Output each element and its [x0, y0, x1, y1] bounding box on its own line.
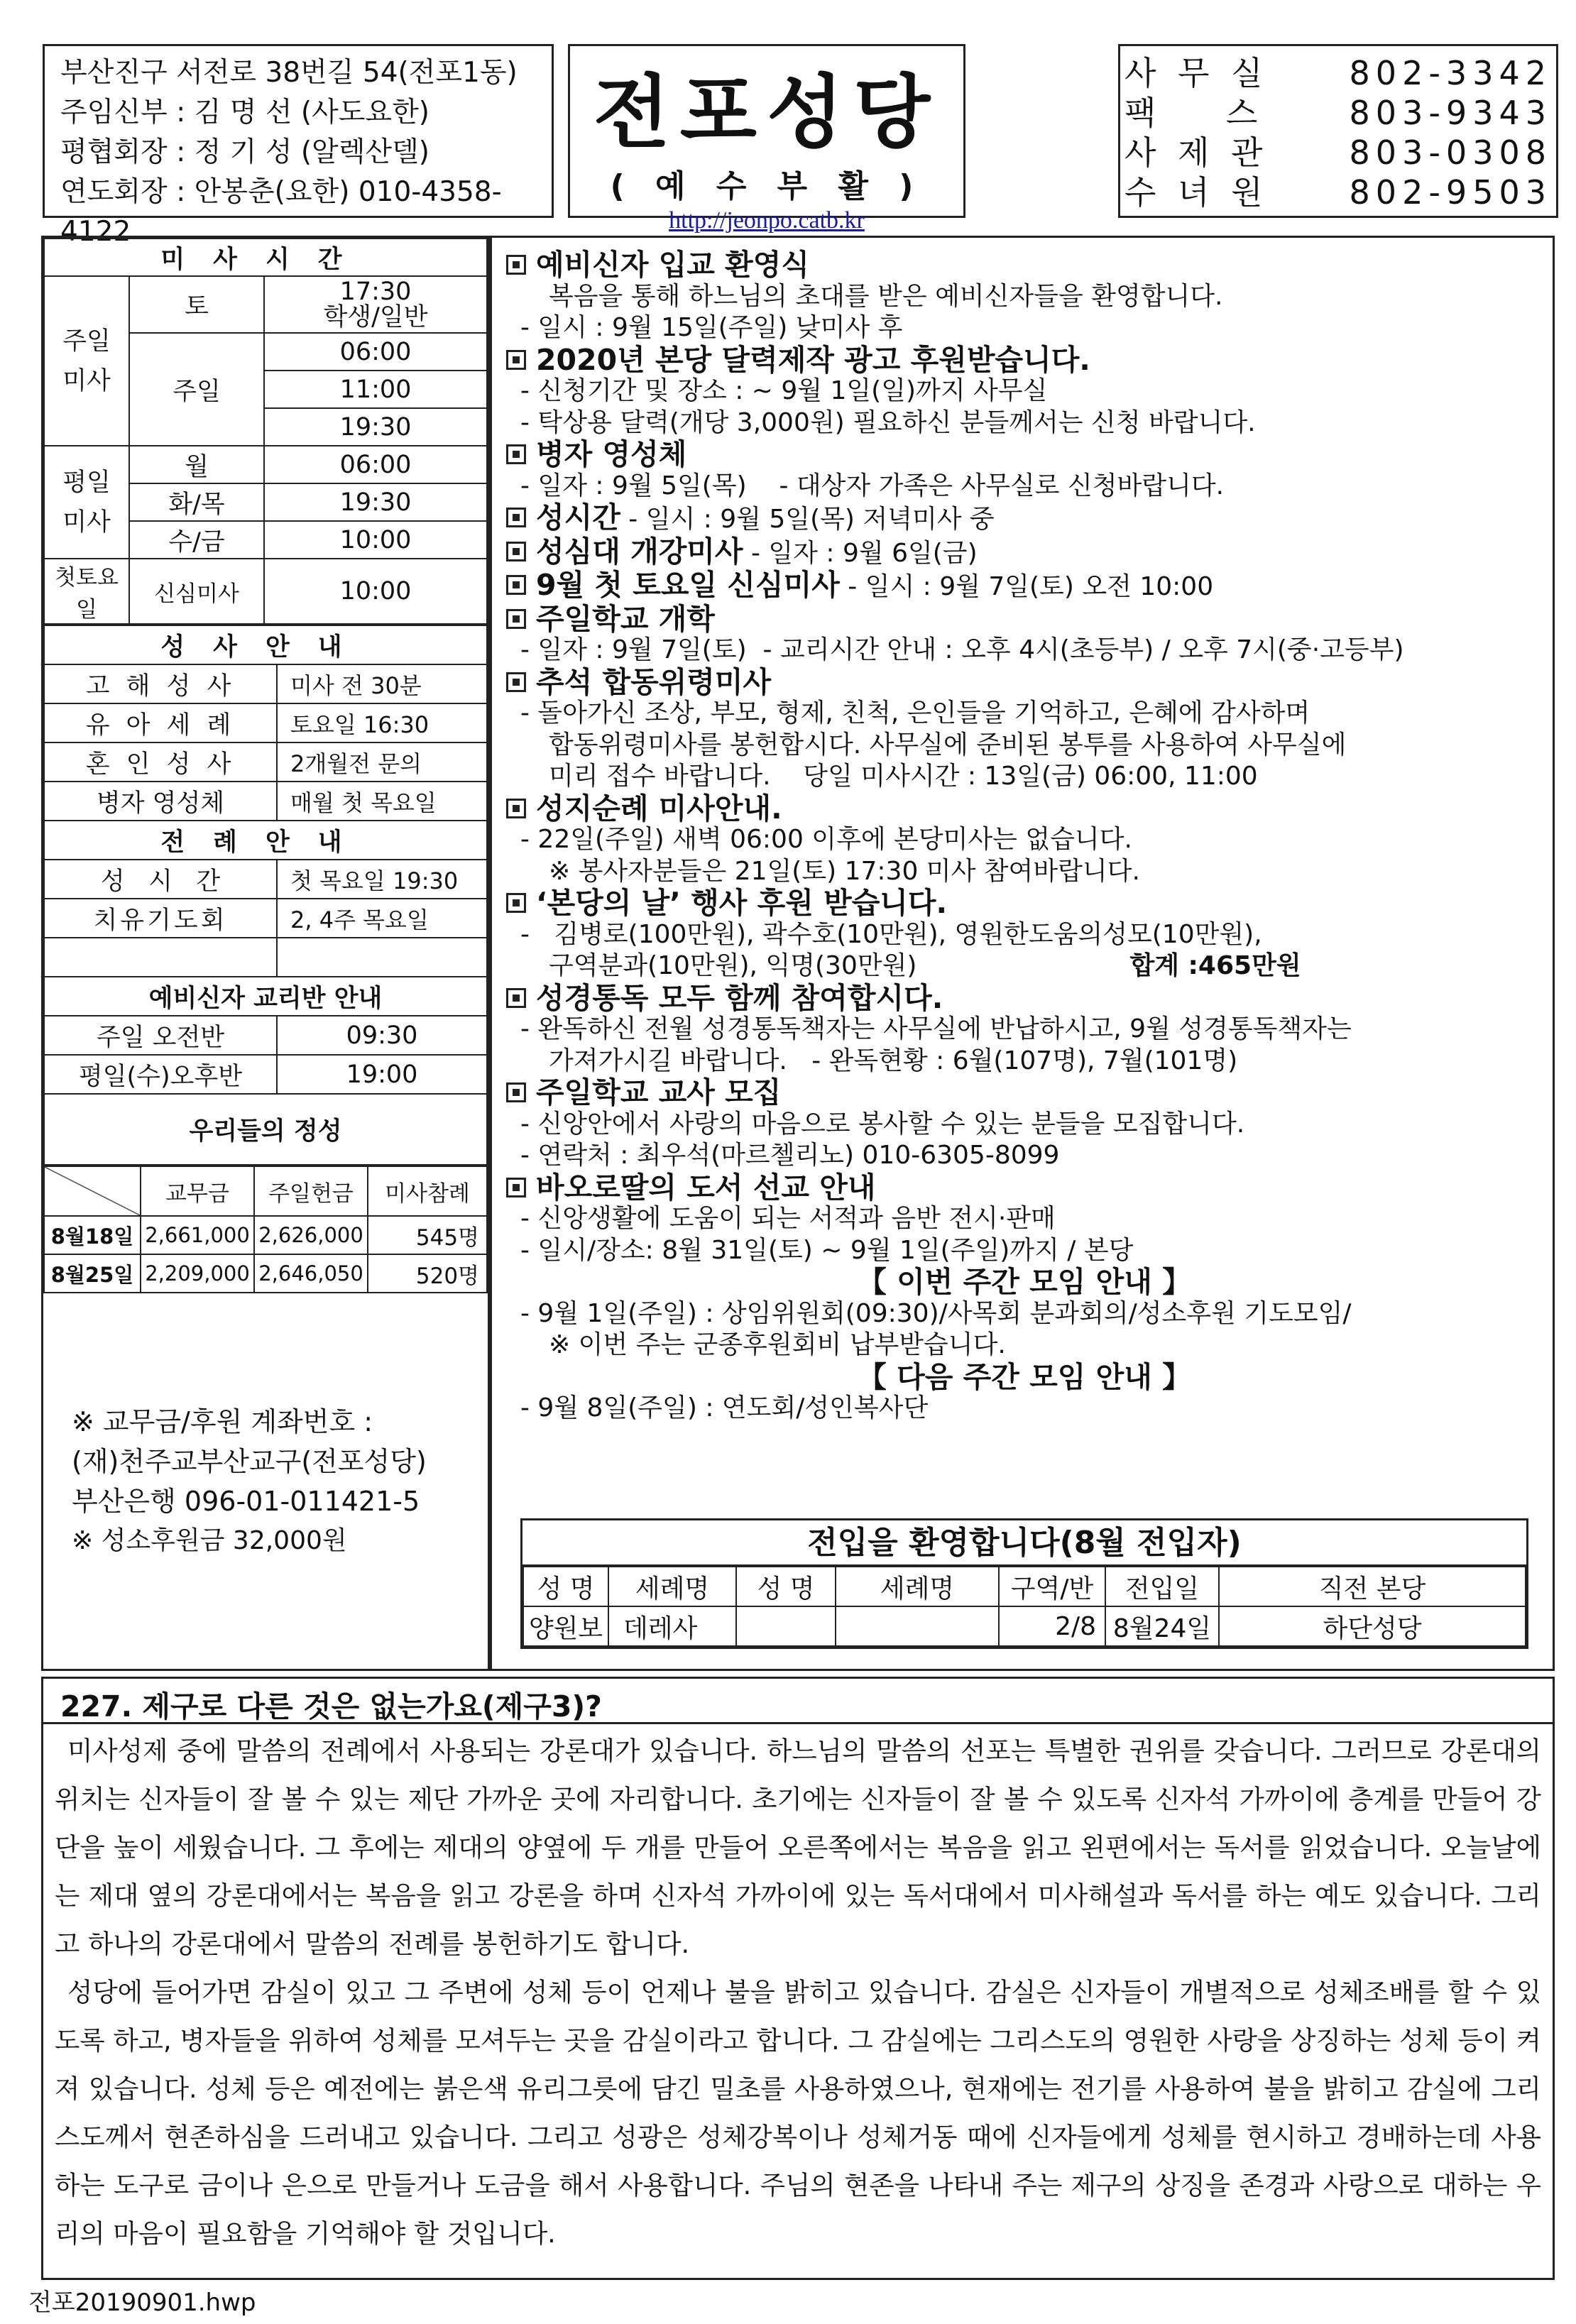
contact-label: 사 제 관	[1124, 133, 1269, 172]
parish-info-box	[43, 44, 554, 248]
offerings-date: 8월18일	[44, 1216, 141, 1254]
catechism-class: 평일(수)오후반	[44, 1055, 277, 1094]
news-line: - 연락처 : 최우석(마르첼리노) 010-6305-8099	[520, 1141, 1060, 1170]
contact-label: 수 녀 원	[1124, 173, 1269, 212]
requiem-president-line: 연도회장 : 안봉춘(요한) 010-4358-4122	[60, 176, 502, 248]
sacrament-name: 유 아 세 례	[44, 703, 277, 742]
newcomers-header: 성 명	[736, 1567, 836, 1606]
account-line: ※ 교무금/후원 계좌번호 :	[72, 1406, 373, 1437]
weekday-day: 월	[129, 446, 264, 483]
news-title: 주일학교 교사 모집	[536, 1075, 782, 1109]
sunday-time: 11:00	[264, 371, 487, 408]
offerings-header: 주일헌금	[254, 1166, 368, 1216]
news-line: - 일자 : 9월 5일(목) - 대상자 가족은 사무실로 신청바랍니다.	[520, 471, 1225, 500]
first-saturday-note: 신심미사	[129, 559, 264, 624]
news-title: 성심대 개강미사	[536, 534, 743, 569]
checkbox-square-icon	[506, 1082, 526, 1102]
news-line: - 돌아가신 조상, 부모, 형제, 친척, 은인들을 기억하고, 은혜에 감사하며	[520, 698, 1310, 728]
file-name: 전포20190901.hwp	[28, 2289, 256, 2317]
next-week-meetings-title: 【 다음 주간 모임 안내 】	[857, 1359, 1192, 1394]
liturgy-name	[44, 938, 277, 977]
offerings-title: 우리들의 정성	[44, 1094, 487, 1165]
newcomers-header: 구역/반	[999, 1567, 1105, 1606]
news-heading	[506, 793, 1543, 825]
pastor-line: 주임신부 : 김 명 선 (사도요한)	[60, 97, 429, 128]
checkbox-square-icon	[506, 575, 526, 595]
news-line: ※ 봉사자분들은 21일(토) 17:30 미사 참여바랍니다.	[549, 856, 1140, 886]
article-paragraph: 성당에 들어가면 감실이 있고 그 주변에 성체 등이 언제나 불을 밝히고 있습니다. 감실은 신자들이 개별적으로 성체조배를 할 수 있도록 하고, 병자들을 위하여 성체를 모셔두는 곳을 감실이라고 합니다. 그 감실에는 그리스도의 영원한 사랑을 상징하는 성체 등이 켜져 있습니다. 성체 등은 예전에는 붉은색 유리그릇에 담긴 밀초를 사용하였으나, 현재에는 전기를 사용하여 불을 밝히고 감실에 그리스도께서 현존하심을 드러내고 있습니다. 그리고 성광은 성체강복이나 성체거동 때에 신자들에게 성체를 현시하고 경배하는데 사용하는 도구로 금이나 은으로 만들거나 도금을 해서 사용합니다. 주님의 현존을 나타내 주는 제구의 상징을 존경과 사랑으로 대하는 우리의 마음이 필요함을 기억해야 할 것입니다.	[55, 1977, 1541, 2249]
news-heading	[506, 603, 1543, 635]
news-line: - 일시 : 9월 15일(주일) 낮미사 후	[520, 313, 903, 342]
news-column	[490, 236, 1555, 1671]
parish-title: 전포성당	[593, 66, 941, 159]
newcomers-cell: 데레사	[608, 1606, 736, 1646]
contact-number: 803-0308	[1349, 133, 1552, 172]
first-saturday-label: 첫토요일	[44, 559, 129, 624]
liturgy-info	[277, 938, 487, 977]
catechism-time: 09:30	[277, 1016, 487, 1055]
contact-number: 803-9343	[1349, 94, 1552, 132]
news-title: 2020년 본당 달력제작 광고 후원받습니다.	[536, 342, 1090, 377]
masthead	[568, 44, 965, 234]
contact-number: 802-9503	[1349, 173, 1552, 212]
sacrament-info: 매월 첫 목요일	[277, 782, 487, 821]
newcomers-table	[520, 1518, 1528, 1649]
account-info	[72, 1402, 427, 1561]
checkbox-square-icon	[506, 508, 526, 527]
parish-website-link[interactable]: http://jeonpo.catb.kr	[669, 207, 865, 234]
sacrament-name: 병자 영성체	[44, 782, 277, 821]
offerings-header: 미사참례	[368, 1166, 487, 1216]
catechism-title: 예비신자 교리반 안내	[44, 977, 487, 1016]
news-heading	[506, 439, 1543, 471]
offerings-table	[43, 1166, 488, 1293]
offerings-value: 2,626,000	[254, 1216, 368, 1254]
checkbox-square-icon	[506, 255, 526, 275]
offerings-corner-cell	[44, 1166, 141, 1216]
weekday-time: 10:00	[264, 521, 487, 559]
checkbox-square-icon	[506, 1178, 526, 1197]
news-line: - 신청기간 및 장소 : ~ 9월 1일(일)까지 사무실	[520, 376, 1048, 405]
article-paragraph: 미사성제 중에 말씀의 전례에서 사용되는 강론대가 있습니다. 하느님의 말씀의 선포는 특별한 권위를 갖습니다. 그러므로 강론대의 위치는 신자들이 잘 볼 수 있는 제단 가까운 곳에 자리합니다. 초기에는 신자들이 잘 볼 수 있도록 신자석 가까이에 층계를 만들어 강단을 높이 세웠습니다. 그 후에는 제대의 양옆에 두 개를 만들어 오른쪽에서는 복음을 읽고 왼편에서는 독서를 읽었습니다. 오늘날에는 제대 옆의 강론대에서는 복음을 읽고 강론을 하며 신자석 가까이에 있는 독서대에서 미사해설과 독서를 하는 예도 있습니다. 그리고 하나의 강론대에서 말씀의 전례를 봉헌하기도 합니다.	[55, 1736, 1541, 1959]
news-title: 예비신자 입교 환영식	[536, 248, 810, 282]
contact-row	[1124, 172, 1552, 212]
contact-row	[1124, 133, 1552, 172]
news-title: 성시간	[536, 500, 620, 535]
offerings-date: 8월25일	[44, 1254, 141, 1293]
sunday-mass-label: 주일 미사	[44, 276, 129, 446]
newcomers-cell	[736, 1606, 836, 1646]
news-line: - 일시/장소: 8월 31일(토) ~ 9월 1일(주일)까지 / 본당	[520, 1235, 1134, 1265]
mass-schedule-title: 미사시간	[44, 239, 487, 276]
news-heading	[506, 1172, 1543, 1204]
news-line: ※ 이번 주는 군종후원회비 납부받습니다.	[549, 1330, 1006, 1359]
saturday-time: 17:30	[339, 278, 412, 306]
council-president-line: 평협회장 : 정 기 성 (알렉산델)	[60, 136, 429, 168]
news-title: 병자 영성체	[536, 437, 687, 471]
news-inline: - 일시 : 9월 7일(토) 오전 10:00	[839, 572, 1214, 601]
news-heading	[506, 982, 1543, 1014]
saturday-mass	[264, 276, 487, 333]
news-title: 추석 합동위령미사	[536, 664, 772, 699]
offerings-header: 교무금	[141, 1166, 254, 1216]
news-line: - 9월 1일(주일) : 상임위원회(09:30)/사목회 분과회의/성소후원 기도모임/	[520, 1298, 1352, 1328]
catechism-time: 19:00	[277, 1055, 487, 1094]
news-heading	[506, 249, 1543, 281]
catechesis-article	[41, 1677, 1555, 2280]
newcomers-cell: 2/8	[999, 1606, 1105, 1646]
offerings-value: 2,209,000	[141, 1254, 254, 1293]
news-line: - 일자 : 9월 7일(토) - 교리시간 안내 : 오후 4시(초등부) / 오후 7시(중·고등부)	[520, 635, 1404, 664]
this-week-meetings-title: 【 이번 주간 모임 안내 】	[857, 1265, 1192, 1299]
checkbox-square-icon	[506, 444, 526, 464]
account-line: (재)천주교부산교구(전포성당)	[72, 1446, 427, 1477]
offerings-value: 2,646,050	[254, 1254, 368, 1293]
saturday-note: 학생/일반	[323, 303, 428, 331]
news-line: - 완독하신 전월 성경통독책자는 사무실에 반납하시고, 9월 성경통독책자는	[520, 1014, 1352, 1043]
weekday-mass-label: 평일 미사	[44, 446, 129, 559]
sunday-time: 19:30	[264, 408, 487, 446]
news-line: - 김병로(100만원), 곽수호(10만원), 영원한도움의성모(10만원),	[520, 919, 1262, 949]
newcomers-cell: 양원보	[523, 1606, 608, 1646]
news-title: ‘본당의 날’ 행사 후원 받습니다.	[536, 886, 948, 920]
news-list	[506, 249, 1543, 1425]
newcomers-cell: 하단성당	[1219, 1606, 1526, 1646]
news-inline: - 일시 : 9월 5일(목) 저녁미사 중	[620, 505, 995, 534]
first-saturday-time: 10:00	[264, 559, 487, 624]
offerings-value: 520명	[368, 1254, 487, 1293]
news-title: 성지순례 미사안내.	[536, 791, 782, 826]
sacrament-info: 미사 전 30분	[277, 664, 487, 703]
news-line: - 신앙안에서 사랑의 마음으로 봉사할 수 있는 분들을 모집합니다.	[520, 1109, 1245, 1139]
contact-number: 802-3342	[1349, 54, 1552, 92]
checkbox-square-icon	[506, 799, 526, 818]
contact-box	[1118, 44, 1558, 218]
newcomers-header: 세례명	[608, 1567, 736, 1606]
catechism-class: 주일 오전반	[44, 1016, 277, 1055]
newcomers-header: 전입일	[1105, 1567, 1219, 1606]
newcomers-header: 성 명	[523, 1567, 608, 1606]
weekday-time: 19:30	[264, 483, 487, 521]
news-heading	[506, 536, 1543, 570]
news-heading	[506, 344, 1543, 376]
checkbox-square-icon	[506, 672, 526, 692]
vocation-support-line: ※ 성소후원금 32,000원	[72, 1526, 347, 1555]
left-column	[41, 236, 490, 1671]
weekday-day: 화/목	[129, 483, 264, 521]
newcomers-cell: 8월24일	[1105, 1606, 1219, 1646]
contact-row	[1124, 93, 1552, 133]
weekday-day: 수/금	[129, 521, 264, 559]
news-title: 성경통독 모두 함께 참여합시다.	[536, 980, 943, 1015]
news-line: 합동위령미사를 봉헌합시다. 사무실에 준비된 봉투를 사용하여 사무실에	[549, 730, 1347, 760]
article-body	[43, 1724, 1553, 2261]
news-heading	[506, 1077, 1543, 1109]
news-title: 9월 첫 토요일 신심미사	[536, 568, 840, 602]
news-line: 가져가시길 바랍니다. - 완독현황 : 6월(107명), 7월(101명)	[549, 1046, 1238, 1075]
donation-total: 합계 :465만원	[1129, 951, 1301, 980]
contact-label: 팩 스	[1124, 94, 1264, 132]
news-heading	[506, 502, 1543, 536]
news-title: 주일학교 개학	[536, 601, 715, 636]
news-inline: - 일자 : 9월 6일(금)	[743, 538, 978, 568]
newcomers-header: 세례명	[836, 1567, 999, 1606]
account-line: 부산은행 096-01-011421-5	[72, 1486, 420, 1517]
news-line: 미리 접수 바랍니다. 당일 미사시간 : 13일(금) 06:00, 11:00	[549, 762, 1258, 791]
liturgy-title: 전례안내	[44, 821, 487, 860]
newcomers-grid	[522, 1566, 1526, 1647]
sacrament-info: 2개월전 문의	[277, 742, 487, 782]
news-line: - 탁상용 달력(개당 3,000원) 필요하신 분들께서는 신청 바랍니다.	[520, 407, 1256, 437]
news-line: - 9월 8일(주일) : 연도회/성인복사단	[520, 1393, 929, 1423]
contact-label: 사 무 실	[1124, 54, 1269, 92]
news-line: - 신앙생활에 도움이 되는 서적과 음반 전시·판매	[520, 1204, 1056, 1233]
news-line	[506, 950, 1543, 982]
sunday-time: 06:00	[264, 333, 487, 371]
liturgy-info: 첫 목요일 19:30	[277, 860, 487, 899]
checkbox-square-icon	[506, 350, 526, 370]
news-line: - 22일(주일) 새벽 06:00 이후에 본당미사는 없습니다.	[520, 825, 1132, 854]
weekday-time: 06:00	[264, 446, 487, 483]
sacrament-name: 고 해 성 사	[44, 664, 277, 703]
sacrament-title: 성사안내	[44, 625, 487, 664]
donation-list: 구역분과(10만원), 익명(30만원)	[549, 951, 917, 980]
liturgy-info: 2, 4주 목요일	[277, 899, 487, 938]
checkbox-square-icon	[506, 542, 526, 561]
news-title: 바오로딸의 도서 선교 안내	[536, 1170, 876, 1205]
saturday-label: 토	[129, 276, 264, 333]
sunday-label: 주일	[129, 333, 264, 446]
news-heading	[506, 887, 1543, 919]
newcomers-cell	[836, 1606, 999, 1646]
news-heading	[506, 569, 1543, 603]
mass-schedule-table	[43, 238, 488, 625]
offerings-value: 545명	[368, 1216, 487, 1254]
newcomers-title: 전입을 환영합니다(8월 전입자)	[522, 1520, 1526, 1566]
liturgical-season: ( 예 수 부 활 )	[610, 168, 924, 204]
liturgy-name: 성 시 간	[44, 860, 277, 899]
checkbox-square-icon	[506, 988, 526, 1008]
checkbox-square-icon	[506, 609, 526, 629]
sacrament-info: 토요일 16:30	[277, 703, 487, 742]
news-line: 복음을 통해 하느님의 초대를 받은 예비신자들을 환영합니다.	[549, 281, 1223, 311]
offerings-value: 2,661,000	[141, 1216, 254, 1254]
newcomers-header: 직전 본당	[1219, 1567, 1526, 1606]
contact-row	[1124, 53, 1552, 93]
parish-address: 부산진구 서전로 38번길 54(전포1동)	[60, 57, 518, 89]
liturgy-name: 치유기도회	[44, 899, 277, 938]
sacrament-name: 혼 인 성 사	[44, 742, 277, 782]
news-heading	[506, 664, 1543, 699]
sacrament-table	[43, 625, 488, 1166]
checkbox-square-icon	[506, 893, 526, 913]
article-title: 227. 제구로 다른 것은 없는가요(제구3)?	[43, 1679, 1553, 1724]
